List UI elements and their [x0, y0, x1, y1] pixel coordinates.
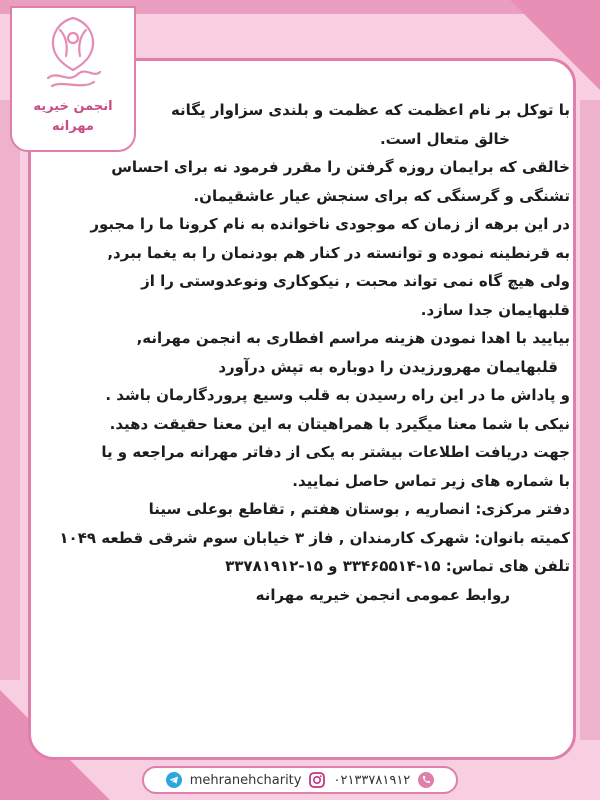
- instagram-handle[interactable]: mehranehcharity: [189, 772, 302, 788]
- contact-bar: [142, 766, 458, 794]
- side-decoration-left: [0, 100, 20, 680]
- body-line: خالقی که برایمان روزه گرفتن را مقرر فرمود نه برای احساس: [111, 158, 570, 176]
- charity-name-line2: مهرانه: [52, 119, 94, 134]
- body-line: با توکل بر نام اعظمت که عظمت و بلندی سزاوار یگانه: [170, 101, 570, 119]
- body-line: ولی هیچ گاه نمی تواند محبت , نیکوکاری ونوعدوستی را از: [141, 272, 570, 290]
- signature-line: روابط عمومی انجمن خیریه مهرانه: [255, 585, 510, 604]
- body-line: در این برهه از زمان که موجودی ناخوانده به نام کرونا ما را مجبور: [90, 215, 570, 233]
- body-line: به قرنطینه نموده و توانسته در کنار هم بودنمان را به یغما ببرد,: [107, 243, 570, 262]
- body-line: بیایید با اهدا نمودن هزینه مراسم افطاری به انجمن مهرانه,: [136, 329, 570, 347]
- instagram-icon[interactable]: [309, 772, 325, 788]
- phone-number[interactable]: ۰۲۱۳۳۷۸۱۹۱۲: [333, 772, 411, 788]
- body-line: قلبهایمان مهرورزیدن را دوباره به تپش درآورد: [218, 357, 558, 376]
- body-line: نیکی با شما معنا میگیرد با همراهیتان به این معنا حقیقت دهید.: [109, 414, 570, 433]
- body-line: قلبهایمان جدا سازد.: [420, 300, 570, 319]
- women-committee-address: کمیته بانوان: شهرک کارمندان , فاز ۳ خیابان سوم شرقی قطعه ۱۰۴۹: [59, 528, 570, 547]
- body-line: جهت دریافت اطلاعات بیشتر به یکی از دفاتر مهرانه مراجعه و یا: [101, 443, 570, 461]
- body-line: با شماره های زیر تماس حاصل نمایید.: [292, 471, 570, 490]
- flyer-body: [40, 96, 570, 609]
- charity-name-line1: انجمن خیریه: [33, 99, 113, 114]
- body-line: تشنگی و گرسنگی که برای سنجش عیار عاشقیمان.: [193, 186, 570, 205]
- phone-icon: [418, 772, 434, 788]
- logo-figure-icon: [36, 12, 110, 96]
- telegram-icon[interactable]: [166, 772, 182, 788]
- body-line: خالق متعال است.: [379, 129, 510, 148]
- contact-phones: تلفن های تماس: ۱۵-۳۳۴۶۵۵۱۴ و ۱۵-۳۳۷۸۱۹۱۲: [225, 557, 570, 575]
- side-decoration-right: [580, 100, 600, 740]
- body-line: و پاداش ما در این راه رسیدن به قلب وسیع پروردگارمان باشد .: [105, 386, 570, 404]
- central-office-address: دفتر مرکزی: انصاریه , بوستان هفتم , تقاطع بوعلی سینا: [148, 500, 570, 518]
